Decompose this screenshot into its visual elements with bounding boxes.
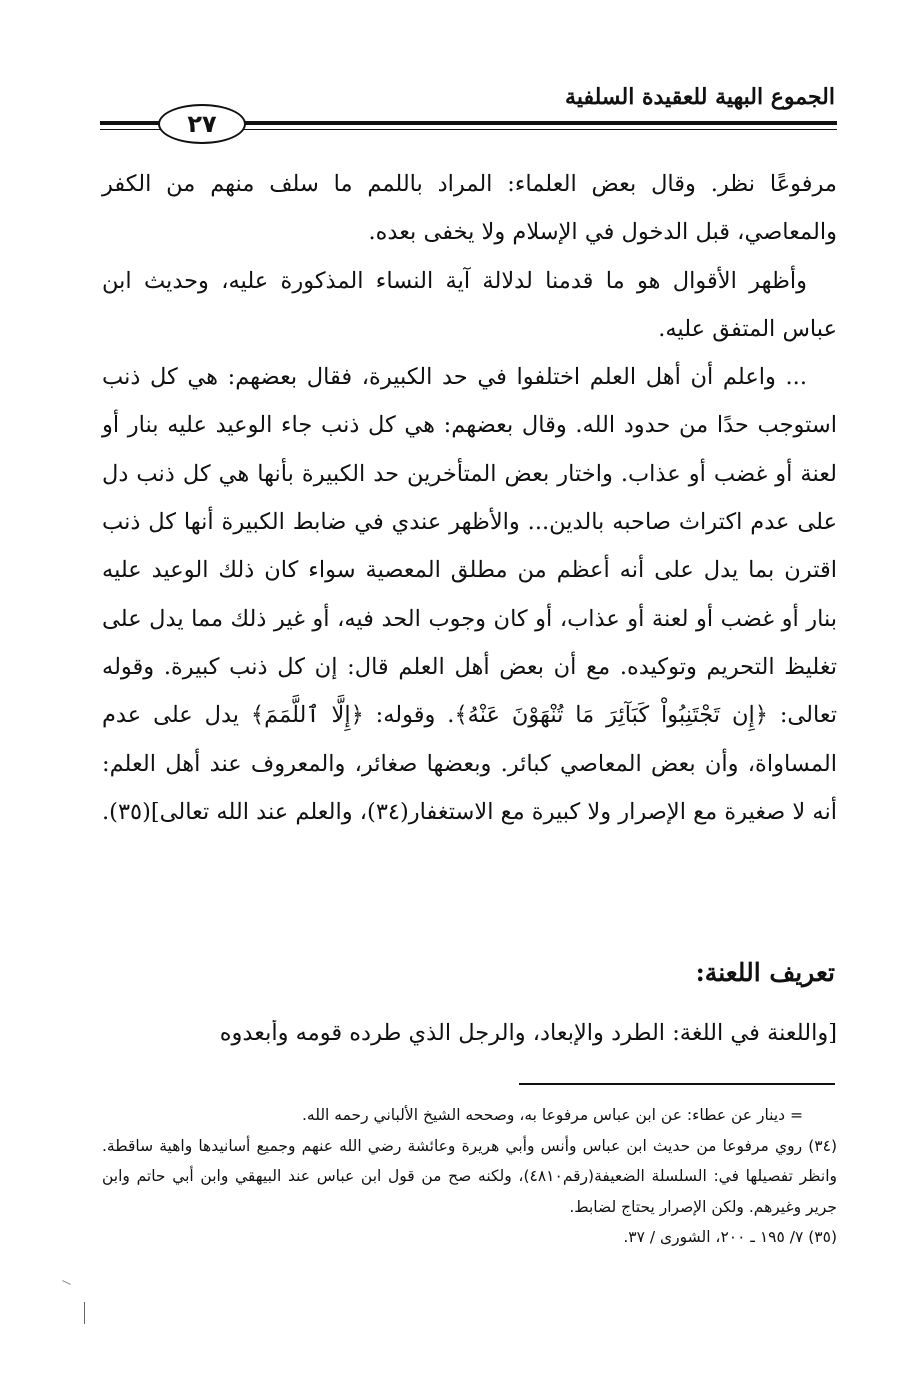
footnote-34: (٣٤) روي مرفوعا من حديث ابن عباس وأنس وأبي هريرة وعائشة رضي الله عنهم وجميع أسانيدها واهية ساقطة. وانظر تفصيلها في: السلسلة الضعيفة(رقم٤٨١٠)، ولكنه صح من قول ابن عباس عند البيهقي وابن أبي حاتم وابن جرير وغيرهم. ولكن الإصرار يحتاج لضابط.	[102, 1136, 838, 1216]
paragraph-3: ... واعلم أن أهل العلم اختلفوا في حد الكبيرة، فقال بعضهم: هي كل ذنب استوجب حدًا من حدود الله. وقال بعضهم: هي كل ذنب جاء الوعيد عليه بنار أو لعنة أو غضب أو عذاب. واختار بعض المتأخرين حد الكبيرة بأنها هي كل ذنب دل على عدم اكتراث صاحبه بالدين... والأظهر عندي في ضابط الكبيرة أنها كل ذنب اقترن بما يدل على أنه أعظم من مطلق المعصية سواء كان ذلك الوعيد عليه بنار أو غضب أو لعنة أو عذاب، أو كان وجوب الحد فيه، أو غير ذلك مما يدل على تغليظ التحريم وتوكيده. مع أن بعض أهل العلم قال: إن كل ذنب كبيرة. وقوله تعالى: ﴿إِن تَجْتَنِبُواْ كَبَآئِرَ مَا تُنْهَوْنَ عَنْهُ﴾. وقوله: ﴿إِلَّا ٱللَّمَمَ﴾ يدل على عدم المساواة، وأن بعض المعاصي كبائر. وبعضها صغائر، والمعروف عند أهل العلم: أنه لا صغيرة مع الإصرار ولا كبيرة مع الاستغفار(٣٤)، والعلم عند الله تعالى](٣٥).	[102, 364, 837, 825]
paragraph-1: مرفوعًا نظر. وقال بعض العلماء: المراد باللمم ما سلف منهم من الكفر والمعاصي، قبل الدخول في الإسلام ولا يخفى بعده.	[102, 171, 837, 246]
footnote-continuation: = دينار عن عطاء: عن ابن عباس مرفوعا به، وصححه الشيخ الألباني رحمه الله.	[301, 1106, 803, 1124]
footnotes	[102, 1100, 837, 1253]
scan-mark	[62, 1280, 71, 1285]
section-heading: تعريف اللعنة:	[695, 958, 835, 987]
scan-margin-line	[84, 1302, 85, 1324]
paragraph-2: وأظهر الأقوال هو ما قدمنا لدلالة آية النساء المذكورة عليه، وحديث ابن عباس المتفق عليه.	[102, 267, 837, 342]
running-header-title: الجموع البهية للعقيدة السلفية	[565, 84, 835, 110]
main-body-text	[102, 160, 837, 836]
footnote-separator	[519, 1083, 835, 1085]
section-intro-line: [واللعنة في اللغة: الطرد والإبعاد، والرجل الذي طرده قومه وأبعدوه	[219, 1020, 837, 1046]
page-number-badge: ٢٧	[158, 104, 246, 144]
footnote-35: (٣٥) ٧/ ١٩٥ ـ ٢٠٠، الشورى / ٣٧.	[623, 1228, 837, 1246]
